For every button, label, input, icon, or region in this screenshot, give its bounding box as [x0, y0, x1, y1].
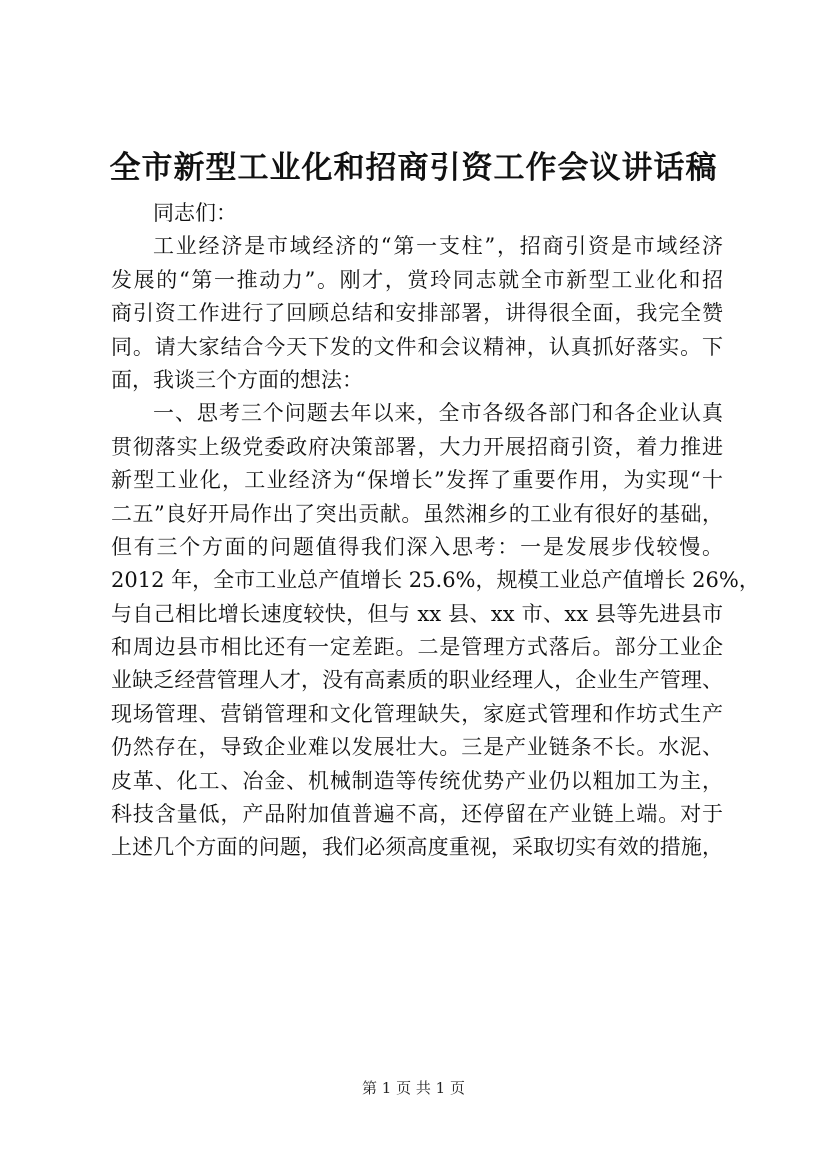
paragraph-line: 现场管理、营销管理和文化管理缺失，家庭式管理和作坊式生产 [111, 701, 723, 726]
paragraph-line: 科技含量低，产品附加值普遍不高，还停留在产业链上端。对于 [111, 802, 723, 827]
paragraph-line: 发展的“第一推动力”。刚才，赏玲同志就全市新型工业化和招 [111, 267, 723, 292]
salutation-line: 同志们： [153, 201, 237, 225]
paragraph-line: 上述几个方面的问题，我们必须高度重视，采取切实有效的措施， [111, 835, 723, 860]
paragraph-line: 业缺乏经营管理人才，没有高素质的职业经理人，企业生产管理、 [111, 668, 723, 693]
paragraph-line: 和周边县市相比还有一定差距。二是管理方式落后。部分工业企 [111, 635, 723, 660]
paragraph-line: 仍然存在，导致企业难以发展壮大。三是产业链条不长。水泥、 [111, 735, 723, 760]
paragraph-line: 与自己相比增长速度较快，但与 xx 县、xx 市、xx 县等先进县市 [111, 601, 723, 626]
paragraph-line: 2012 年，全市工业总产值增长 25.6%，规模工业总产值增长 26%， [111, 568, 760, 593]
paragraph-line: 工业经济是市域经济的“第一支柱”，招商引资是市域经济 [153, 234, 723, 259]
paragraph-line: 商引资工作进行了回顾总结和安排部署，讲得很全面，我完全赞 [111, 301, 723, 326]
paragraph-line: 但有三个方面的问题值得我们深入思考：一是发展步伐较慢。 [111, 534, 723, 559]
paragraph-line: 贯彻落实上级党委政府决策部署，大力开展招商引资，着力推进 [111, 434, 723, 459]
paragraph-line: 同。请大家结合今天下发的文件和会议精神，认真抓好落实。下 [111, 334, 723, 359]
document-title: 全市新型工业化和招商引资工作会议讲话稿 [109, 150, 718, 186]
paragraph-line: 二五”良好开局作出了突出贡献。虽然湘乡的工业有很好的基础， [111, 501, 723, 526]
page-number-footer: 第 1 页 共 1 页 [362, 1079, 465, 1097]
paragraph-line: 面，我谈三个方面的想法： [111, 367, 363, 392]
paragraph-line: 新型工业化，工业经济为“保增长”发挥了重要作用，为实现“十 [111, 468, 723, 493]
document-body [111, 197, 760, 865]
paragraph-line: 一、思考三个问题去年以来，全市各级各部门和各企业认真 [153, 401, 723, 426]
paragraph-line: 皮革、化工、冶金、机械制造等传统优势产业仍以粗加工为主， [111, 768, 723, 793]
